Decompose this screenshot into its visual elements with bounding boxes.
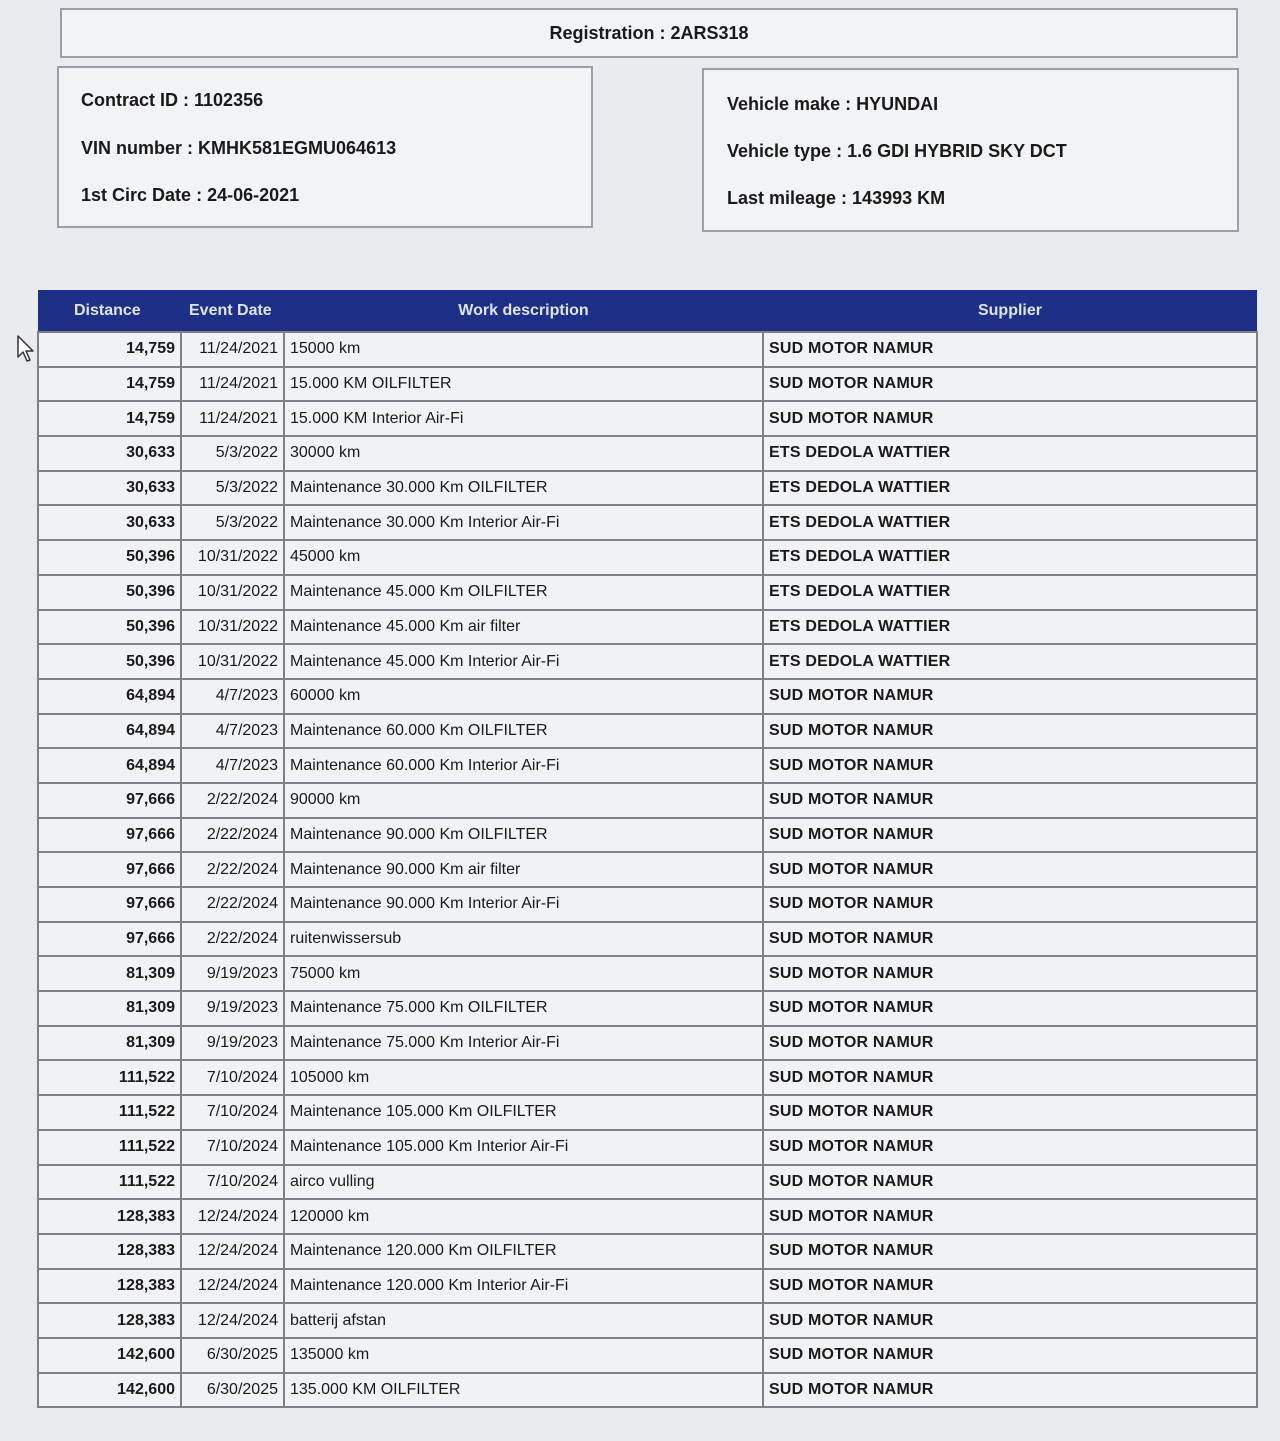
table-row — [38, 1199, 1257, 1234]
supplier-cell: SUD MOTOR NAMUR — [763, 991, 1257, 1026]
supplier-cell: ETS DEDOLA WATTIER — [763, 505, 1257, 540]
work-description-cell: 120000 km — [284, 1199, 763, 1234]
event-date-cell: 7/10/2024 — [181, 1130, 284, 1165]
work-description-cell: 60000 km — [284, 679, 763, 714]
event-date-cell: 10/31/2022 — [181, 610, 284, 645]
work-description-cell: 15.000 KM OILFILTER — [284, 367, 763, 402]
table-row — [38, 1026, 1257, 1061]
event-date-cell: 6/30/2025 — [181, 1373, 284, 1408]
event-date-cell: 4/7/2023 — [181, 679, 284, 714]
table-row — [38, 1303, 1257, 1338]
distance-cell: 30,633 — [38, 471, 181, 506]
table-row — [38, 1130, 1257, 1165]
work-description-cell: Maintenance 105.000 Km Interior Air-Fi — [284, 1130, 763, 1165]
registration-box — [60, 8, 1238, 58]
maintenance-events-table — [37, 290, 1258, 1408]
work-description-cell: 135000 km — [284, 1338, 763, 1373]
event-date-cell: 7/10/2024 — [181, 1165, 284, 1200]
table-row — [38, 818, 1257, 853]
table-header-row — [38, 290, 1257, 332]
contract-id-line: Contract ID : 1102356 — [81, 90, 264, 110]
vin-label: VIN number — [81, 138, 183, 158]
table-row — [38, 887, 1257, 922]
supplier-cell: SUD MOTOR NAMUR — [763, 887, 1257, 922]
supplier-cell: SUD MOTOR NAMUR — [763, 1026, 1257, 1061]
table-row — [38, 367, 1257, 402]
event-date-cell: 7/10/2024 — [181, 1060, 284, 1095]
table-row — [38, 852, 1257, 887]
distance-cell: 14,759 — [38, 367, 181, 402]
vin-line: VIN number : KMHK581EGMU064613 — [81, 138, 397, 158]
table-row — [38, 575, 1257, 610]
work-description-cell: Maintenance 90.000 Km Interior Air-Fi — [284, 887, 763, 922]
distance-cell: 64,894 — [38, 748, 181, 783]
vehicle-type-line: Vehicle type : 1.6 GDI HYBRID SKY DCT — [727, 141, 1067, 161]
work-description-cell: Maintenance 105.000 Km OILFILTER — [284, 1095, 763, 1130]
event-date-cell: 11/24/2021 — [181, 332, 284, 367]
table-row — [38, 540, 1257, 575]
distance-cell: 81,309 — [38, 956, 181, 991]
distance-cell: 50,396 — [38, 644, 181, 679]
event-date-cell: 9/19/2023 — [181, 956, 284, 991]
event-date-cell: 9/19/2023 — [181, 991, 284, 1026]
distance-cell: 64,894 — [38, 679, 181, 714]
distance-cell: 111,522 — [38, 1165, 181, 1200]
distance-cell: 14,759 — [38, 332, 181, 367]
distance-cell: 30,633 — [38, 436, 181, 471]
distance-cell: 64,894 — [38, 714, 181, 749]
last-mileage-value: 143993 KM — [852, 188, 946, 208]
event-date-cell: 5/3/2022 — [181, 471, 284, 506]
vehicle-type-label: Vehicle type — [727, 141, 832, 161]
table-row — [38, 332, 1257, 367]
work-description-cell: Maintenance 60.000 Km OILFILTER — [284, 714, 763, 749]
distance-cell: 81,309 — [38, 991, 181, 1026]
event-date-cell: 4/7/2023 — [181, 748, 284, 783]
supplier-cell: SUD MOTOR NAMUR — [763, 332, 1257, 367]
work-description-cell: Maintenance 75.000 Km OILFILTER — [284, 991, 763, 1026]
table-row — [38, 1338, 1257, 1373]
contract-id-label: Contract ID — [81, 90, 179, 110]
supplier-cell: SUD MOTOR NAMUR — [763, 783, 1257, 818]
supplier-cell: ETS DEDOLA WATTIER — [763, 610, 1257, 645]
event-date-cell: 12/24/2024 — [181, 1234, 284, 1269]
column-header-event-date: Event Date — [181, 290, 284, 332]
work-description-cell: 105000 km — [284, 1060, 763, 1095]
work-description-cell: 75000 km — [284, 956, 763, 991]
distance-cell: 128,383 — [38, 1199, 181, 1234]
work-description-cell: Maintenance 30.000 Km Interior Air-Fi — [284, 505, 763, 540]
table-row — [38, 505, 1257, 540]
work-description-cell: batterij afstan — [284, 1303, 763, 1338]
work-description-cell: Maintenance 45.000 Km air filter — [284, 610, 763, 645]
distance-cell: 128,383 — [38, 1234, 181, 1269]
event-date-cell: 12/24/2024 — [181, 1303, 284, 1338]
supplier-cell: SUD MOTOR NAMUR — [763, 1234, 1257, 1269]
event-date-cell: 9/19/2023 — [181, 1026, 284, 1061]
supplier-cell: SUD MOTOR NAMUR — [763, 401, 1257, 436]
event-date-cell: 10/31/2022 — [181, 540, 284, 575]
distance-cell: 142,600 — [38, 1338, 181, 1373]
contract-info-box — [57, 66, 593, 228]
event-date-cell: 2/22/2024 — [181, 887, 284, 922]
work-description-cell: Maintenance 30.000 Km OILFILTER — [284, 471, 763, 506]
supplier-cell: SUD MOTOR NAMUR — [763, 748, 1257, 783]
distance-cell: 50,396 — [38, 540, 181, 575]
table-row — [38, 1095, 1257, 1130]
event-date-cell: 11/24/2021 — [181, 401, 284, 436]
supplier-cell: ETS DEDOLA WATTIER — [763, 436, 1257, 471]
event-date-cell: 11/24/2021 — [181, 367, 284, 402]
last-mileage-line: Last mileage : 143993 KM — [727, 188, 946, 208]
distance-cell: 128,383 — [38, 1303, 181, 1338]
supplier-cell: SUD MOTOR NAMUR — [763, 1130, 1257, 1165]
work-description-cell: Maintenance 120.000 Km Interior Air-Fi — [284, 1269, 763, 1304]
distance-cell: 142,600 — [38, 1373, 181, 1408]
table-row — [38, 471, 1257, 506]
supplier-cell: SUD MOTOR NAMUR — [763, 922, 1257, 957]
work-description-cell: ruitenwissersub — [284, 922, 763, 957]
event-date-cell: 10/31/2022 — [181, 575, 284, 610]
last-mileage-label: Last mileage — [727, 188, 837, 208]
supplier-cell: SUD MOTOR NAMUR — [763, 679, 1257, 714]
work-description-cell: 135.000 KM OILFILTER — [284, 1373, 763, 1408]
event-date-cell: 5/3/2022 — [181, 436, 284, 471]
supplier-cell: SUD MOTOR NAMUR — [763, 956, 1257, 991]
event-date-cell: 12/24/2024 — [181, 1269, 284, 1304]
event-date-cell: 4/7/2023 — [181, 714, 284, 749]
supplier-cell: SUD MOTOR NAMUR — [763, 1165, 1257, 1200]
work-description-cell: 30000 km — [284, 436, 763, 471]
distance-cell: 14,759 — [38, 401, 181, 436]
event-date-cell: 2/22/2024 — [181, 818, 284, 853]
event-date-cell: 5/3/2022 — [181, 505, 284, 540]
column-header-work-description: Work description — [284, 290, 763, 332]
work-description-cell: Maintenance 90.000 Km OILFILTER — [284, 818, 763, 853]
work-description-cell: Maintenance 45.000 Km Interior Air-Fi — [284, 644, 763, 679]
circ-date-line: 1st Circ Date : 24-06-2021 — [81, 185, 300, 205]
supplier-cell: SUD MOTOR NAMUR — [763, 1269, 1257, 1304]
table-row — [38, 748, 1257, 783]
work-description-cell: airco vulling — [284, 1165, 763, 1200]
supplier-cell: ETS DEDOLA WATTIER — [763, 540, 1257, 575]
table-row — [38, 1373, 1257, 1408]
distance-cell: 50,396 — [38, 610, 181, 645]
supplier-cell: SUD MOTOR NAMUR — [763, 852, 1257, 887]
supplier-cell: SUD MOTOR NAMUR — [763, 367, 1257, 402]
vin-value: KMHK581EGMU064613 — [198, 138, 397, 158]
table-row — [38, 922, 1257, 957]
distance-cell: 97,666 — [38, 783, 181, 818]
table-row — [38, 436, 1257, 471]
table-row — [38, 644, 1257, 679]
distance-cell: 81,309 — [38, 1026, 181, 1061]
distance-cell: 97,666 — [38, 852, 181, 887]
table-row — [38, 1234, 1257, 1269]
supplier-cell: ETS DEDOLA WATTIER — [763, 575, 1257, 610]
table-row — [38, 1269, 1257, 1304]
table-row — [38, 991, 1257, 1026]
vehicle-make-value: HYUNDAI — [856, 94, 939, 114]
event-date-cell: 7/10/2024 — [181, 1095, 284, 1130]
column-header-supplier: Supplier — [763, 290, 1257, 332]
registration-separator: : — [654, 22, 671, 43]
registration-label: Registration — [549, 22, 655, 43]
distance-cell: 111,522 — [38, 1130, 181, 1165]
event-date-cell: 2/22/2024 — [181, 922, 284, 957]
vehicle-make-label: Vehicle make — [727, 94, 841, 114]
event-date-cell: 6/30/2025 — [181, 1338, 284, 1373]
distance-cell: 30,633 — [38, 505, 181, 540]
circ-date-value: 24-06-2021 — [207, 185, 300, 205]
column-header-distance: Distance — [38, 290, 181, 332]
supplier-cell: SUD MOTOR NAMUR — [763, 1060, 1257, 1095]
work-description-cell: Maintenance 45.000 Km OILFILTER — [284, 575, 763, 610]
supplier-cell: SUD MOTOR NAMUR — [763, 1095, 1257, 1130]
table-row — [38, 956, 1257, 991]
table-row — [38, 1060, 1257, 1095]
vehicle-make-line: Vehicle make : HYUNDAI — [727, 94, 939, 114]
supplier-cell: SUD MOTOR NAMUR — [763, 1338, 1257, 1373]
supplier-cell: SUD MOTOR NAMUR — [763, 1303, 1257, 1338]
supplier-cell: ETS DEDOLA WATTIER — [763, 471, 1257, 506]
table-row — [38, 610, 1257, 645]
event-date-cell: 2/22/2024 — [181, 783, 284, 818]
table-body — [38, 332, 1257, 1407]
table-row — [38, 714, 1257, 749]
supplier-cell: ETS DEDOLA WATTIER — [763, 644, 1257, 679]
work-description-cell: Maintenance 60.000 Km Interior Air-Fi — [284, 748, 763, 783]
circ-date-label: 1st Circ Date — [81, 185, 192, 205]
work-description-cell: 15000 km — [284, 332, 763, 367]
work-description-cell: 90000 km — [284, 783, 763, 818]
work-description-cell: Maintenance 120.000 Km OILFILTER — [284, 1234, 763, 1269]
vehicle-info-box — [702, 68, 1239, 232]
work-description-cell: Maintenance 90.000 Km air filter — [284, 852, 763, 887]
distance-cell: 111,522 — [38, 1095, 181, 1130]
table-row — [38, 1165, 1257, 1200]
distance-cell: 97,666 — [38, 922, 181, 957]
distance-cell: 97,666 — [38, 887, 181, 922]
contract-id-value: 1102356 — [194, 90, 264, 110]
distance-cell: 111,522 — [38, 1060, 181, 1095]
event-date-cell: 2/22/2024 — [181, 852, 284, 887]
event-date-cell: 10/31/2022 — [181, 644, 284, 679]
distance-cell: 128,383 — [38, 1269, 181, 1304]
supplier-cell: SUD MOTOR NAMUR — [763, 818, 1257, 853]
table-row — [38, 401, 1257, 436]
vehicle-type-value: 1.6 GDI HYBRID SKY DCT — [847, 141, 1067, 161]
work-description-cell: 15.000 KM Interior Air-Fi — [284, 401, 763, 436]
supplier-cell: SUD MOTOR NAMUR — [763, 1199, 1257, 1234]
table-row — [38, 679, 1257, 714]
event-date-cell: 12/24/2024 — [181, 1199, 284, 1234]
work-description-cell: 45000 km — [284, 540, 763, 575]
registration-value: 2ARS318 — [670, 22, 749, 43]
distance-cell: 97,666 — [38, 818, 181, 853]
mouse-pointer-icon — [16, 335, 36, 363]
distance-cell: 50,396 — [38, 575, 181, 610]
work-description-cell: Maintenance 75.000 Km Interior Air-Fi — [284, 1026, 763, 1061]
table-row — [38, 783, 1257, 818]
supplier-cell: SUD MOTOR NAMUR — [763, 714, 1257, 749]
supplier-cell: SUD MOTOR NAMUR — [763, 1373, 1257, 1408]
